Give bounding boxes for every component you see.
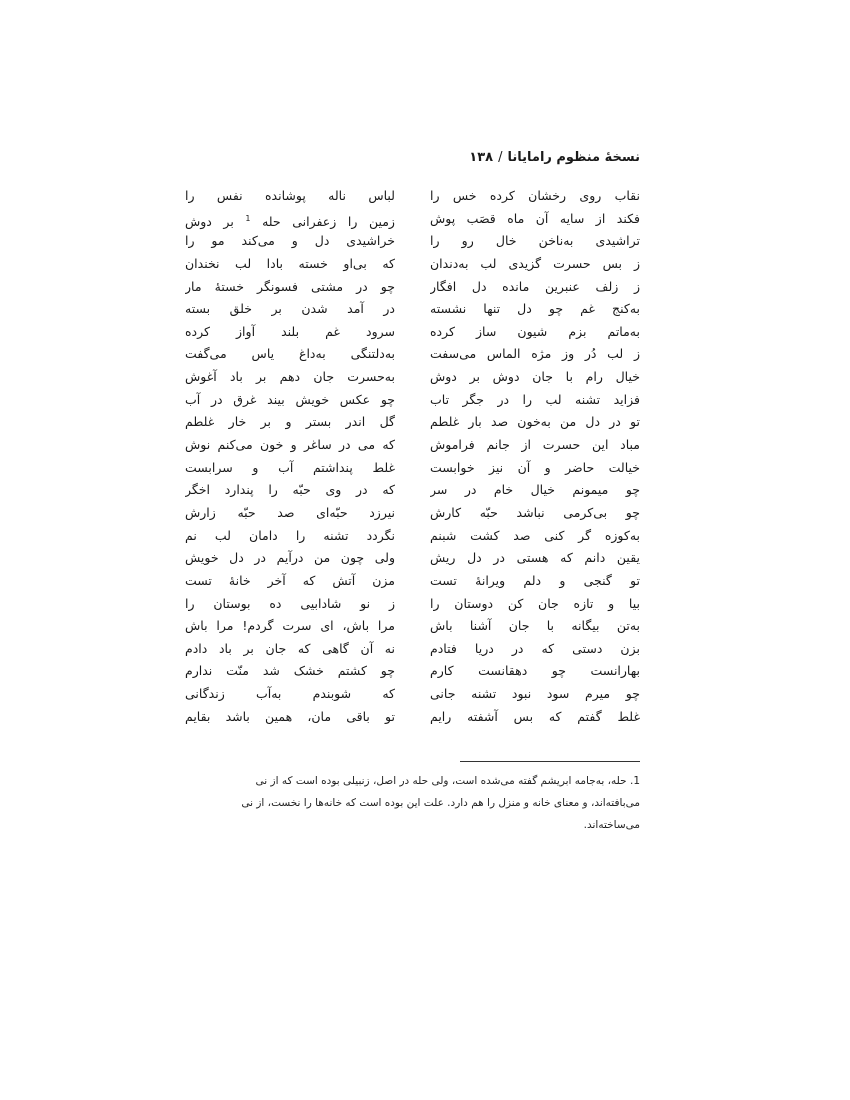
verse-line: سرود غم بلند آواز کرده	[185, 323, 395, 339]
verse-line: خیالت حاضر و آن نیز خوابست	[430, 459, 640, 475]
verse-line: فکند از سایه آن ماه قصَب پوش	[430, 210, 640, 226]
verse-line: تو در دل من به‌خون صد بار غلطم	[430, 414, 640, 430]
verse-line: نه آن گاهی که جان بر باد دادم	[185, 640, 395, 656]
verse-line: نقاب روی رخشان کرده خس را	[430, 188, 640, 203]
verse-line-with-footnote	[185, 208, 395, 231]
verse-line: تو گنجی و دلم ویرانهٔ تست	[430, 572, 640, 588]
verse-line: ز بس حسرت گزیدی لب به‌دندان	[430, 255, 640, 271]
verse-line: گل اندر بستر و بر خار غلطم	[185, 414, 395, 430]
verse-line: به‌دلتنگی به‌داغ یاس می‌گفت	[185, 346, 395, 362]
verse-line: ولی چون من درآیم در دل خویش	[185, 550, 395, 566]
verse-line: که شوبندم به‌آب زندگانی	[185, 686, 395, 702]
verse-line: ز لب دُر وز مژه الماس می‌سفت	[430, 346, 640, 362]
verse-line: مرا باش، ای سرت گردم! مرا باش	[185, 618, 395, 634]
verse-line: به‌کوزه گر کنی صد کشت شبنم	[430, 527, 640, 543]
verse-line: یقین دانم که هستی در دل ریش	[430, 550, 640, 566]
book-title: نسخهٔ منظوم رامایانا	[507, 150, 640, 165]
verse-line: به‌کنج غم چو دل تنها نشسته	[430, 301, 640, 317]
page-number: ۱۳۸	[469, 150, 494, 165]
verse-line: چو بی‌کرمی نباشد حبّه کارش	[430, 504, 640, 520]
footnote-divider	[460, 761, 640, 762]
footnote-text: حله، به‌جامه ابریشم گفته می‌شده است، ولی حله در اصل، زنبیلی بوده است که از نی می‌بافته‌اند، و معنای خانه و منزل را هم دارد. علت این بوده است که خانه‌ها را نخست، از نی می‌ساخته‌اند.	[241, 775, 640, 831]
verse-line: بیا و تازه جان کن دوستان را	[430, 595, 640, 611]
verse-line: که بی‌او خسته بادا لب نخندان	[185, 255, 395, 271]
header-separator: /	[498, 150, 503, 165]
verse-line: به‌تن بیگانه با جان آشنا باش	[430, 618, 640, 634]
verse-line: خراشیدی دل و می‌کند مو را	[185, 233, 395, 249]
verse-line: بهارانست چو دهقانست کارم	[430, 663, 640, 679]
verse-line: که در وی حبّه را پندارد اخگر	[185, 482, 395, 498]
verse-line: غلط گفتم که بس آشفته رایم	[430, 708, 640, 724]
poem-column-right	[430, 185, 640, 728]
verse-line: مزن آتش که آخر خانهٔ تست	[185, 572, 395, 588]
verse-line: به‌ماتم بزم شیون ساز کرده	[430, 323, 640, 339]
verse-text: زمین را زعفرانی حله	[262, 213, 395, 229]
verse-line: چو در مشتی فسونگر خستهٔ مار	[185, 278, 395, 294]
verse-line: غلط پنداشتم آب و سرابست	[185, 459, 395, 475]
verse-line: که می در ساغر و خون می‌کنم نوش	[185, 437, 395, 453]
verse-text-tail: بر دوش	[185, 213, 234, 229]
verse-line: چو میرم سود نبود تشنه جانی	[430, 686, 640, 702]
verse-line: تو باقی مان، همین باشد بقایم	[185, 708, 395, 724]
verse-line: چو کشتم خشک شد منّت ندارم	[185, 663, 395, 679]
verse-line: ز نو شادابیی ده بوستان را	[185, 595, 395, 611]
verse-line: نیرزد حبّه‌ای صد حبّه زارش	[185, 504, 395, 520]
verse-line: لباس ناله پوشانده نفس را	[185, 188, 395, 203]
verse-line: تراشیدی به‌ناخن خال رو را	[430, 233, 640, 249]
verse-line: به‌حسرت جان دهم بر باد آغوش	[185, 369, 395, 385]
verse-line: در آمد شدن بر خلق بسته	[185, 301, 395, 317]
verse-line: ز زلف عنبرین مانده دل افگار	[430, 278, 640, 294]
verse-line: مباد این حسرت از جانم فراموش	[430, 437, 640, 453]
footnote-number: 1.	[629, 775, 640, 787]
footnote	[230, 770, 640, 836]
poem-column-left	[185, 185, 395, 728]
verse-line: خیال رام با جان دوش بر دوش	[430, 369, 640, 385]
verse-line: بزن دستی که در دریا فتادم	[430, 640, 640, 656]
verse-line: فزاید تشنه لب را در جگر تاب	[430, 391, 640, 407]
footnote-marker: 1	[245, 213, 251, 223]
running-header	[430, 150, 640, 165]
verse-line: چو عکس خویش بیند غرق در آب	[185, 391, 395, 407]
verse-line: چو میمونم خیال خام در سر	[430, 482, 640, 498]
verse-line: نگردد تشنه را دامان لب نم	[185, 527, 395, 543]
